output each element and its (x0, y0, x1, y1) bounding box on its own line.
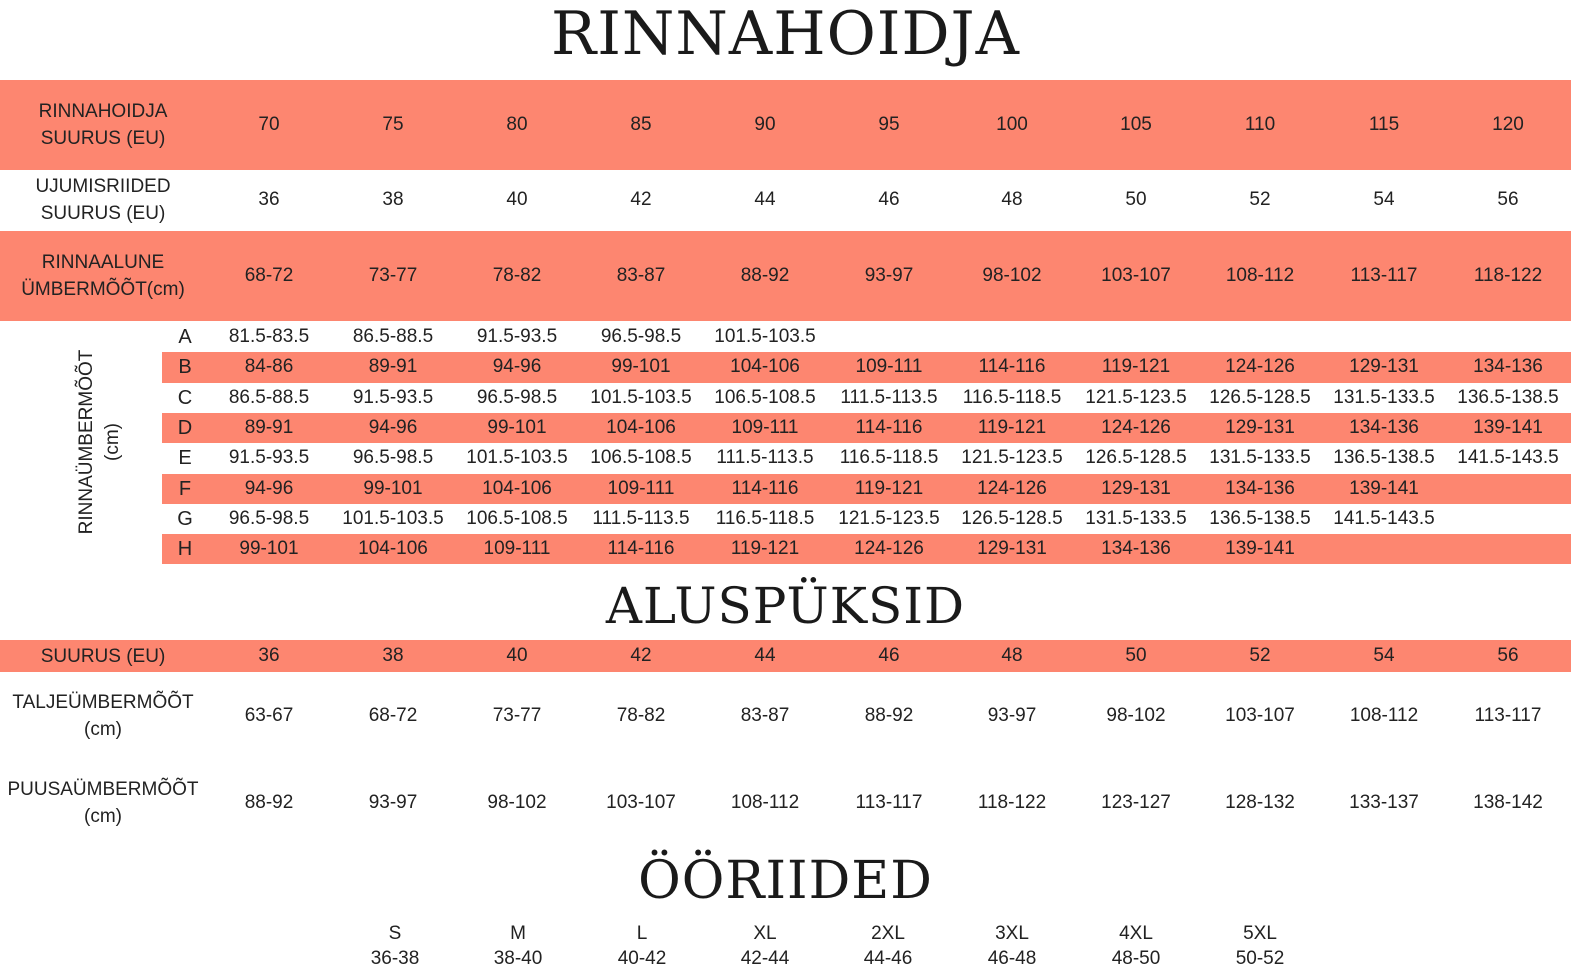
cup-cell: 101.5-103.5 (342, 507, 444, 529)
cup-cell: 129-131 (1101, 477, 1171, 499)
cup-cell: 104-106 (606, 417, 676, 439)
nightwear-size-range: 42-44 (740, 948, 790, 969)
briefs-cell: 118-122 (977, 792, 1047, 813)
briefs-cell: 113-117 (855, 792, 923, 813)
cup-cell: 121.5-123.5 (1085, 386, 1187, 408)
cup-cell: 131.5-133.5 (1209, 447, 1311, 469)
cup-letter: F (178, 477, 192, 500)
bra-row-label: UJUMISRIIDED SUURUS (EU) (35, 176, 171, 224)
cup-cell: 121.5-123.5 (838, 507, 940, 529)
cup-cell: 89-91 (244, 417, 294, 439)
cup-cell: 114-116 (978, 356, 1046, 378)
bra-cell: 88-92 (740, 265, 790, 286)
cup-cell: 86.5-88.5 (228, 386, 310, 408)
bra-cell: 48 (1001, 189, 1023, 210)
cup-cell: 94-96 (244, 477, 294, 499)
briefs-cell: 48 (1001, 645, 1023, 666)
cup-cell: 116.5-118.5 (962, 386, 1062, 408)
cup-cell: 134-136 (1473, 356, 1543, 378)
cup-cell: 111.5-113.5 (840, 386, 938, 408)
bra-cell: 120 (1492, 114, 1524, 135)
cup-cell: 106.5-108.5 (714, 386, 816, 408)
bra-cell: 100 (996, 114, 1028, 135)
bra-cell: 56 (1497, 189, 1519, 210)
nightwear-size-range: 50-52 (1235, 948, 1285, 969)
briefs-cell: 56 (1497, 645, 1519, 666)
cup-cell: 91.5-93.5 (228, 447, 310, 469)
cup-cell: 114-116 (855, 417, 923, 439)
nightwear-size-label: 4XL (1119, 923, 1153, 944)
cup-cell: 119-121 (854, 477, 924, 499)
cup-cell: 136.5-138.5 (1333, 447, 1435, 469)
cup-cell: 124-126 (1101, 417, 1171, 439)
cup-cell: 96.5-98.5 (352, 447, 434, 469)
briefs-cell: 103-107 (1225, 705, 1295, 726)
briefs-cell: 36 (258, 645, 280, 666)
cup-cell: 96.5-98.5 (228, 507, 310, 529)
cup-cell: 119-121 (1101, 356, 1171, 378)
briefs-cell: 73-77 (492, 705, 542, 726)
bra-cell: 110 (1244, 114, 1276, 135)
nightwear-size-range: 38-40 (493, 948, 543, 969)
cup-cell: 124-126 (1225, 356, 1295, 378)
briefs-cell: 113-117 (1474, 705, 1542, 726)
cup-cell: 81.5-83.5 (228, 326, 310, 348)
cup-letter: E (178, 447, 192, 470)
cup-cell: 109-111 (855, 356, 923, 378)
briefs-cell: 98-102 (1106, 705, 1166, 726)
briefs-row-label: TALJEÜMBERMÕÕT (cm) (12, 692, 194, 740)
bra-cell: 118-122 (1473, 265, 1543, 286)
cup-cell: 101.5-103.5 (466, 447, 568, 469)
briefs-cell: 68-72 (368, 705, 418, 726)
bra-cell: 103-107 (1101, 265, 1171, 286)
cup-cell: 96.5-98.5 (600, 326, 682, 348)
cup-cell: 116.5-118.5 (715, 507, 815, 529)
cup-letter: A (178, 326, 192, 349)
cup-cell: 109-111 (483, 538, 551, 560)
cup-cell: 89-91 (368, 356, 418, 378)
cup-cell: 121.5-123.5 (961, 447, 1063, 469)
bra-row-label: RINNAHOIDJA SUURUS (EU) (38, 101, 168, 149)
briefs-cell: 52 (1249, 645, 1271, 666)
bra-cell: 50 (1125, 189, 1147, 210)
cup-cell: 119-121 (730, 538, 800, 560)
cup-cell: 101.5-103.5 (590, 386, 692, 408)
cup-cell: 106.5-108.5 (466, 507, 568, 529)
cup-cell: 84-86 (244, 356, 294, 378)
cup-cell: 114-116 (607, 538, 675, 560)
nightwear-size-range: 48-50 (1111, 948, 1161, 969)
cup-cell: 126.5-128.5 (1085, 447, 1187, 469)
nightwear-size-label: 5XL (1243, 923, 1277, 944)
briefs-cell: 88-92 (864, 705, 914, 726)
cup-cell: 129-131 (977, 538, 1047, 560)
briefs-cell: 93-97 (987, 705, 1037, 726)
nightwear-size-label: 3XL (995, 923, 1029, 944)
cup-cell: 141.5-143.5 (1333, 507, 1435, 529)
bra-cell: 40 (506, 189, 528, 210)
cup-letter: G (177, 507, 193, 530)
cup-cell: 136.5-138.5 (1209, 507, 1311, 529)
cup-cell: 109-111 (607, 477, 675, 499)
cup-cell: 96.5-98.5 (476, 386, 558, 408)
briefs-cell: 133-137 (1349, 792, 1419, 813)
briefs-cell: 54 (1373, 645, 1395, 666)
nightwear-section-title: ÖÖRIIDED (638, 851, 933, 911)
bra-cell: 80 (506, 114, 528, 135)
cup-cell: 99-101 (239, 538, 299, 560)
bra-cell: 90 (754, 114, 776, 135)
cup-cell: 104-106 (482, 477, 552, 499)
cup-cell: 139-141 (1225, 538, 1295, 560)
cup-cell: 131.5-133.5 (1085, 507, 1187, 529)
cup-letter: B (178, 356, 192, 379)
bra-cell: 44 (754, 189, 776, 210)
cup-cell: 119-121 (977, 417, 1047, 439)
briefs-row-label: SUURUS (EU) (40, 645, 166, 667)
briefs-cell: 108-112 (730, 792, 800, 813)
cup-cell: 86.5-88.5 (352, 326, 434, 348)
cup-cell: 116.5-118.5 (839, 447, 939, 469)
cup-cell: 131.5-133.5 (1333, 386, 1435, 408)
bra-cell: 52 (1249, 189, 1271, 210)
briefs-cell: 98-102 (487, 792, 547, 813)
briefs-row-label: PUUSAÜMBERMÕÕT (cm) (7, 779, 199, 827)
cup-cell: 124-126 (854, 538, 924, 560)
bra-cell: 78-82 (492, 265, 542, 286)
bra-cell: 105 (1120, 114, 1152, 135)
bra-cell: 115 (1368, 114, 1400, 135)
nightwear-size-range: 36-38 (370, 948, 420, 969)
cup-cell: 134-136 (1225, 477, 1295, 499)
briefs-cell: 103-107 (606, 792, 676, 813)
briefs-cell: 42 (630, 645, 652, 666)
bra-cell: 70 (258, 114, 280, 135)
cup-cell: 111.5-113.5 (592, 507, 690, 529)
bra-cell: 85 (630, 114, 652, 135)
cup-cell: 126.5-128.5 (1209, 386, 1311, 408)
cup-letter: C (177, 386, 193, 409)
bra-cell: 54 (1373, 189, 1395, 210)
briefs-cell: 88-92 (244, 792, 294, 813)
bra-cell: 98-102 (982, 265, 1042, 286)
nightwear-size-label: M (510, 923, 526, 944)
cup-letter: H (177, 538, 193, 561)
cup-cell: 126.5-128.5 (961, 507, 1063, 529)
briefs-cell: 63-67 (244, 705, 294, 726)
cup-cell: 101.5-103.5 (714, 326, 816, 348)
bra-cell: 108-112 (1225, 265, 1295, 286)
cup-cell: 94-96 (368, 417, 418, 439)
bra-cell: 38 (382, 189, 404, 210)
bra-cell: 73-77 (368, 265, 418, 286)
briefs-cell: 108-112 (1349, 705, 1419, 726)
cup-cell: 139-141 (1473, 417, 1543, 439)
cup-cell: 99-101 (363, 477, 423, 499)
cup-cell: 111.5-113.5 (716, 447, 814, 469)
nightwear-size-label: L (636, 923, 648, 944)
briefs-cell: 78-82 (616, 705, 666, 726)
nightwear-size-label: 2XL (871, 923, 905, 944)
cup-cell: 104-106 (358, 538, 428, 560)
briefs-cell: 83-87 (740, 705, 790, 726)
briefs-cell: 123-127 (1101, 792, 1171, 813)
bra-cell: 42 (630, 189, 652, 210)
bra-cell: 93-97 (864, 265, 914, 286)
nightwear-size-label: S (388, 923, 402, 944)
briefs-cell: 44 (754, 645, 776, 666)
cup-cell: 99-101 (487, 417, 547, 439)
bra-cell: 95 (878, 114, 900, 135)
cup-letter: D (177, 417, 193, 440)
cup-cell: 134-136 (1349, 417, 1419, 439)
bra-cell: 75 (382, 114, 404, 135)
cup-cell: 91.5-93.5 (476, 326, 558, 348)
cup-cell: 139-141 (1349, 477, 1419, 499)
bra-section-title: RINNAHOIDJA (551, 0, 1020, 69)
cup-cell: 94-96 (492, 356, 542, 378)
briefs-cell: 128-132 (1225, 792, 1295, 813)
bra-row-label: RINNAALUNE ÜMBERMÕÕT(cm) (21, 252, 185, 300)
cup-cell: 91.5-93.5 (352, 386, 434, 408)
cup-cell: 129-131 (1349, 356, 1419, 378)
nightwear-size-range: 44-46 (863, 948, 913, 969)
briefs-cell: 46 (878, 645, 900, 666)
bust-measurement-label: RINNAÜMBERMÕÕT (cm) (76, 349, 123, 535)
cup-cell: 141.5-143.5 (1457, 447, 1559, 469)
cup-cell: 106.5-108.5 (590, 447, 692, 469)
nightwear-size-range: 46-48 (987, 948, 1037, 969)
briefs-cell: 50 (1125, 645, 1147, 666)
bra-cell: 83-87 (616, 265, 666, 286)
briefs-cell: 40 (506, 645, 528, 666)
bra-cell: 46 (878, 189, 900, 210)
briefs-section-title: ALUSPÜKSID (605, 577, 966, 635)
briefs-cell: 38 (382, 645, 404, 666)
cup-cell: 104-106 (730, 356, 800, 378)
cup-cell: 129-131 (1225, 417, 1295, 439)
cup-cell: 136.5-138.5 (1457, 386, 1559, 408)
cup-cell: 134-136 (1101, 538, 1171, 560)
bra-cell: 113-117 (1350, 265, 1418, 286)
nightwear-size-label: XL (753, 923, 777, 944)
bra-cell: 68-72 (244, 265, 294, 286)
bra-cell: 36 (258, 189, 280, 210)
cup-cell: 109-111 (731, 417, 799, 439)
nightwear-size-range: 40-42 (617, 948, 667, 969)
cup-cell: 124-126 (977, 477, 1047, 499)
cup-cell: 99-101 (611, 356, 671, 378)
briefs-cell: 93-97 (368, 792, 418, 813)
cup-cell: 114-116 (731, 477, 799, 499)
briefs-cell: 138-142 (1473, 792, 1543, 813)
